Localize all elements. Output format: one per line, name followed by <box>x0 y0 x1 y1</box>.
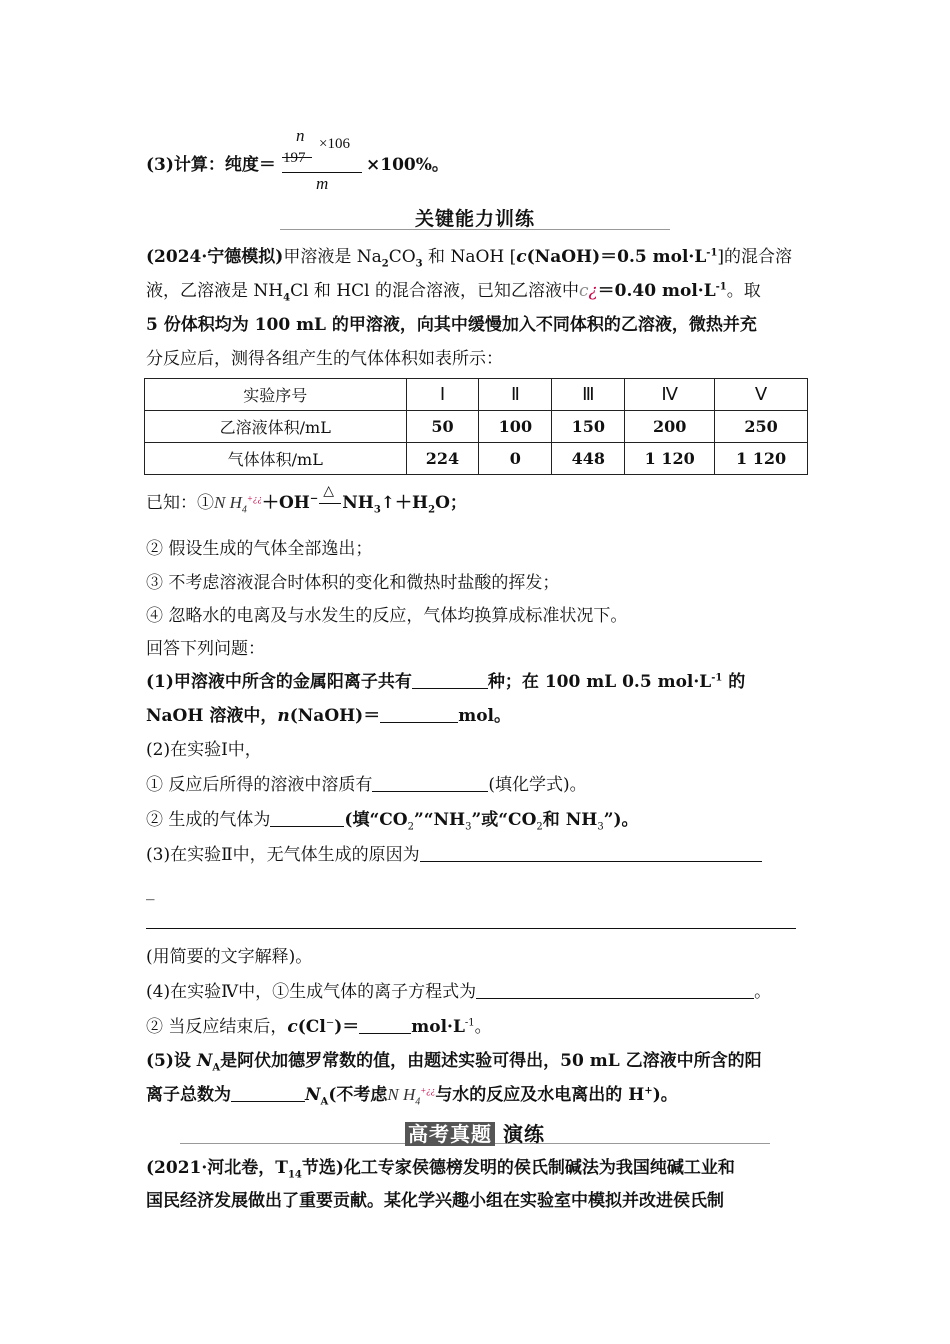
answer-prompt: 回答下列问题： <box>146 639 265 659</box>
table-row <box>145 443 808 475</box>
answer-blank[interactable] <box>420 845 762 862</box>
question-4: (4)在实验Ⅳ中，①生成气体的离子方程式为 。 <box>146 982 772 1002</box>
question-3: (3)在实验Ⅱ中，无气体生成的原因为 <box>146 844 808 866</box>
problem-line-1: (2024·宁德模拟)甲溶液是 $Na_2CO_3$ 和 NaOH [c(NaOH)＝0.5 $mol\cdot L^{-1}$]的混合溶 <box>146 247 793 270</box>
table-header-cell: Ⅰ <box>406 379 479 411</box>
fraction-bar <box>282 172 362 173</box>
table-header-row <box>145 379 808 411</box>
formula-n: n <box>296 126 305 145</box>
section-header-training <box>280 202 670 234</box>
table-cell: 1 120 <box>625 443 715 475</box>
table-cell: 250 <box>715 411 808 443</box>
table-cell: 1 120 <box>715 443 808 475</box>
table-row-label: 乙溶液体积/mL <box>145 411 407 443</box>
table-header-cell: Ⅲ <box>552 379 625 411</box>
answer-blank[interactable] <box>270 810 344 827</box>
known-4: ④ 忽略水的电离及与水发生的反应，气体均换算成标准状况下。 <box>146 606 628 626</box>
question-1-line-1: (1)甲溶液中所含的金属阳离子共有 种；在 100 mL 0.5 $mol\cdot L^{-1}$ 的 <box>146 672 746 692</box>
question-5-line-1: (5)设 $N_A$是阿伏加德罗常数的值，由题述实验可得出，50 mL 乙溶液中所含的阳 <box>146 1051 762 1074</box>
question-2-a: ① 反应后所得的溶液中溶质有 (填化学式)。 <box>146 775 587 795</box>
table-header-cell: 实验序号 <box>145 379 407 411</box>
known-equation: 已知：①N $H_4^{+¿¿}+OH^-$ △ $NH_3↑+H_2O$； <box>146 483 467 516</box>
formula-197: 197 <box>283 150 306 166</box>
formula-suffix: ×100%。 <box>366 155 449 175</box>
answer-blank[interactable] <box>372 775 488 792</box>
formula-m: m <box>316 174 329 193</box>
answer-blank[interactable] <box>380 706 458 723</box>
problem-line-4: 分反应后，测得各组产生的气体体积如表所示： <box>146 349 503 369</box>
formula-label: (3)计算：纯度＝ <box>146 155 276 175</box>
question-2: (2)在实验Ⅰ中， <box>146 740 262 760</box>
answer-blank[interactable] <box>359 1017 411 1034</box>
question-1-line-2: NaOH 溶液中，n(NaOH)＝ mol。 <box>146 706 512 726</box>
section-header-exam <box>180 1116 770 1148</box>
table-row <box>145 411 808 443</box>
known-3: ③ 不考虑溶液混合时体积的变化和微热时盐酸的挥发； <box>146 573 560 593</box>
problem-line-3: 5 份体积均为 100 mL 的甲溶液，向其中缓慢加入不同体积的乙溶液，微热并充 <box>146 315 757 335</box>
table-cell: 448 <box>552 443 625 475</box>
answer-line[interactable] <box>146 912 796 929</box>
table-cell: 150 <box>552 411 625 443</box>
problem-line-2: 液，乙溶液是 $NH_4Cl$ 和 HCl 的混合溶液，已知乙溶液中c¿＝0.40 $mol\cdot L^{-1}$。取 <box>146 281 761 304</box>
table-cell: 50 <box>406 411 479 443</box>
question-3-dash: _ <box>146 881 155 901</box>
problem2-line-1: (2021·河北卷，$T_{14}$节选)化工专家侯德榜发明的侯氏制碱法为我国纯碱工业和 <box>146 1158 735 1181</box>
known-2: ② 假设生成的气体全部逸出； <box>146 539 373 559</box>
question-5-line-2: 离子总数为 $N_A$(不考虑N $H_4^{+¿¿}$与水的反应及水电离出的 H+)。 <box>146 1085 678 1108</box>
experiment-table <box>144 378 808 475</box>
table-header-cell: Ⅳ <box>625 379 715 411</box>
table-header-cell: Ⅴ <box>715 379 808 411</box>
section-title: 高考真题 演练 <box>180 1118 770 1147</box>
table-header-cell: Ⅱ <box>479 379 552 411</box>
answer-blank[interactable] <box>412 672 488 689</box>
question-2-b: ② 生成的气体为 (填“$CO_2”“NH_3$”或“$CO_2$和 $NH_3$”)。 <box>146 810 639 833</box>
table-row-label: 气体体积/mL <box>145 443 407 475</box>
question-4-b: ② 当反应结束后，$c(Cl^-)= mol\cdot L^{-1}$。 <box>146 1017 492 1037</box>
problem2-line-2: 国民经济发展做出了重要贡献。某化学兴趣小组在实验室中模拟并改进侯氏制 <box>146 1191 724 1211</box>
question-3-end: (用简要的文字解释)。 <box>146 947 313 967</box>
answer-blank[interactable] <box>476 982 754 999</box>
table-cell: 100 <box>479 411 552 443</box>
table-cell: 0 <box>479 443 552 475</box>
section-title: 关键能力训练 <box>414 208 535 230</box>
formula-x106: ×106 <box>319 136 350 152</box>
answer-blank[interactable] <box>231 1085 305 1102</box>
table-cell: 224 <box>406 443 479 475</box>
purity-formula <box>146 124 546 194</box>
table-cell: 200 <box>625 411 715 443</box>
